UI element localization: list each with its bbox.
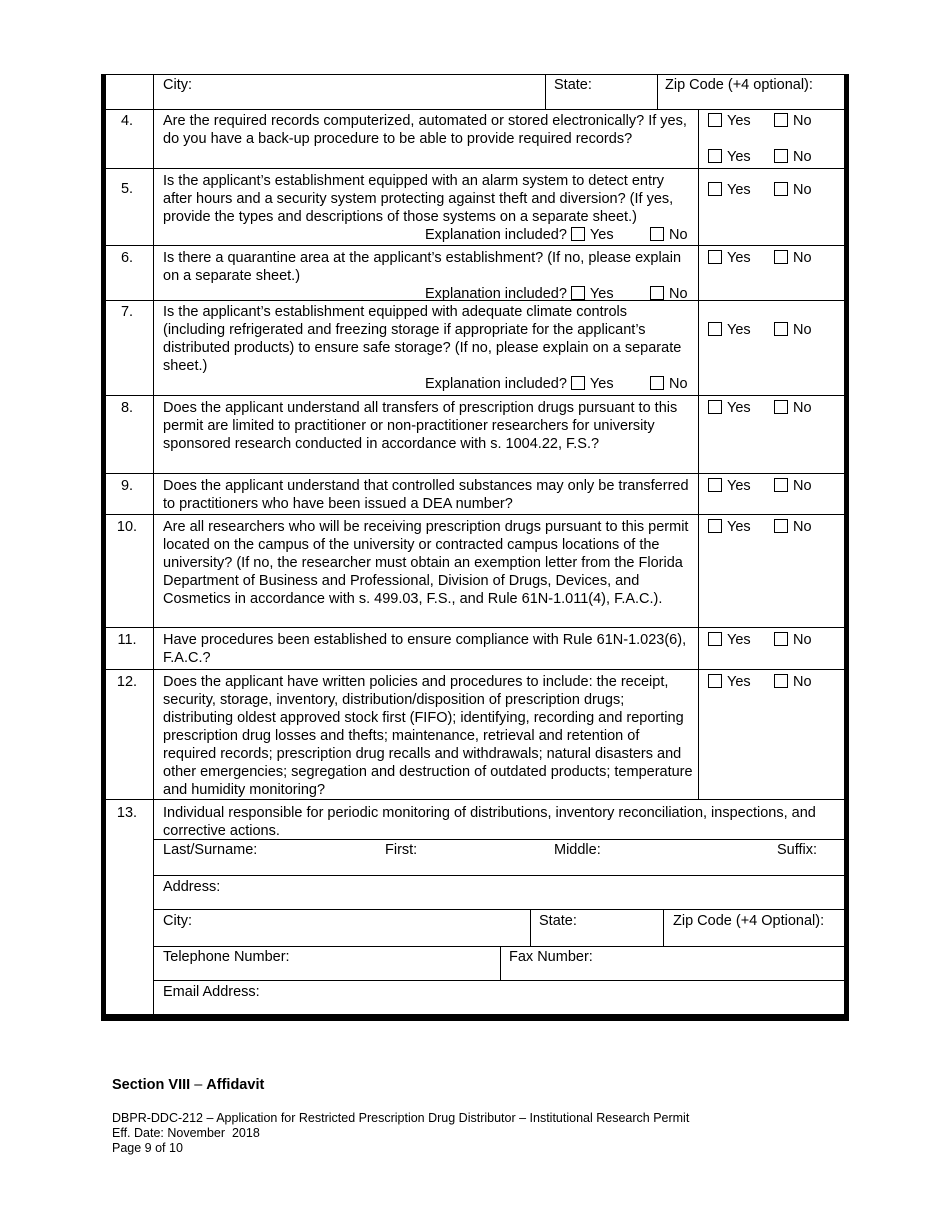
question-number: 4.: [120, 113, 134, 129]
city-label: City:: [163, 913, 192, 929]
explanation-included: Explanation included? Yes: [425, 286, 614, 302]
telephone-label: Telephone Number:: [163, 949, 290, 965]
row-line: [153, 946, 844, 947]
last-name-label: Last/Surname:: [163, 842, 258, 858]
suffix-label: Suffix:: [777, 842, 818, 858]
yes-option[interactable]: Yes: [708, 321, 751, 339]
question-number: 9.: [120, 478, 134, 494]
no-option[interactable]: No: [774, 477, 812, 495]
yes-option[interactable]: Yes: [708, 477, 751, 495]
column-line: [663, 909, 664, 946]
checkbox[interactable]: [774, 250, 788, 264]
checkbox[interactable]: [774, 519, 788, 533]
question-number: 13.: [116, 805, 138, 821]
question-text: Does the applicant understand all transfers of prescription drugs pursuant to this permit are limited to practitioner or non-practitioner researchers for university sponsored research conducted in accordance with s. 1004.22, F.S.?: [163, 400, 678, 452]
row-line: [106, 799, 844, 800]
row-line: [153, 839, 844, 840]
row-line: [153, 909, 844, 910]
no-option[interactable]: No: [774, 148, 812, 166]
question-text: Is the applicant’s establishment equipped with an alarm system to detect entry after hours and a security system protecting against theft and diversion? (If yes, provide the types and descriptions of those systems on a separate sheet.): [163, 173, 674, 225]
explanation-yes-checkbox[interactable]: [571, 286, 585, 300]
yes-option[interactable]: Yes: [708, 249, 751, 267]
zip-label: Zip Code (+4 optional):: [665, 77, 813, 93]
section-heading: Section VIII – Affidavit: [112, 1077, 265, 1093]
answer-column-line: [698, 109, 699, 799]
question-number: 7.: [120, 304, 134, 320]
explanation-yes-checkbox[interactable]: [571, 227, 585, 241]
row-line: [153, 980, 844, 981]
row-line: [106, 1014, 844, 1015]
footer-form-id: DBPR-DDC-212 – Application for Restricted Prescription Drug Distributor – Institutional Research Permit: [112, 1111, 690, 1125]
row-line: [106, 245, 844, 246]
yes-option[interactable]: Yes: [708, 673, 751, 691]
checkbox[interactable]: [650, 376, 664, 390]
question-number: 8.: [120, 400, 134, 416]
question-text: Are all researchers who will be receiving prescription drugs pursuant to this permit located on the campus of the university or contracted campus locations of the university? (If no, the researcher must obtain an exemption letter from the Florida Department of Business and Professional, Division of Drugs, Devices, and Cosmetics in accordance with s. 499.03, F.S., and Rule 61N-1.011(4), F.A.C.).: [163, 519, 689, 607]
no-option[interactable]: No: [774, 518, 812, 536]
fax-label: Fax Number:: [509, 949, 593, 965]
footer-page-number: Page 9 of 10: [112, 1141, 183, 1155]
row-line: [106, 627, 844, 628]
row-line: [106, 74, 844, 75]
column-line: [153, 74, 154, 1018]
first-name-label: First:: [385, 842, 418, 858]
question-number: 12.: [116, 674, 138, 690]
no-option[interactable]: No: [774, 673, 812, 691]
no-option[interactable]: No: [774, 321, 812, 339]
no-option[interactable]: No: [774, 631, 812, 649]
checkbox[interactable]: [708, 182, 722, 196]
yes-option[interactable]: Yes: [708, 518, 751, 536]
yes-option[interactable]: Yes: [708, 181, 751, 199]
checkbox[interactable]: [774, 149, 788, 163]
checkbox[interactable]: [774, 322, 788, 336]
column-line: [657, 74, 658, 109]
row-line: [106, 669, 844, 670]
state-label: State:: [554, 77, 592, 93]
yes-option[interactable]: Yes: [708, 399, 751, 417]
column-line: [530, 909, 531, 946]
checkbox[interactable]: [708, 149, 722, 163]
email-label: Email Address:: [163, 984, 260, 1000]
checkbox[interactable]: [708, 250, 722, 264]
row-line: [106, 395, 844, 396]
explanation-included: Explanation included? Yes: [425, 376, 614, 392]
column-line: [545, 74, 546, 109]
question-text: Does the applicant understand that controlled substances may only be transferred to practitioners who have been issued a DEA number?: [163, 478, 689, 512]
checkbox[interactable]: [708, 400, 722, 414]
no-option[interactable]: No: [774, 399, 812, 417]
zip-label: Zip Code (+4 Optional):: [673, 913, 825, 929]
question-text: Individual responsible for periodic monitoring of distributions, inventory reconciliation, inspections, and corrective actions.: [163, 805, 816, 839]
checkbox[interactable]: [774, 182, 788, 196]
no-option[interactable]: No: [774, 181, 812, 199]
row-line: [153, 875, 844, 876]
checkbox[interactable]: [774, 478, 788, 492]
checkbox[interactable]: [708, 322, 722, 336]
question-text: Is there a quarantine area at the applicant’s establishment? (If no, please explain on a separate sheet.): [163, 250, 682, 284]
checkbox[interactable]: [708, 113, 722, 127]
row-line: [106, 473, 844, 474]
checkbox[interactable]: [708, 632, 722, 646]
middle-name-label: Middle:: [554, 842, 601, 858]
question-text: Does the applicant have written policies and procedures to include: the receipt, security, storage, inventory, distribution/disposition of prescription drugs; distributing oldest approved stock first (FIFO); identifying, recording and reporting prescription drug losses and thefts; maintenance, retrieval and retention of required records; prescription drug recalls and withdrawals; natural disasters and other emergencies; segregation and destruction of outdated products; temperature and humidity monitoring?: [163, 674, 693, 798]
yes-option[interactable]: Yes: [708, 148, 751, 166]
checkbox[interactable]: [708, 478, 722, 492]
question-number: 6.: [120, 250, 134, 266]
yes-option[interactable]: Yes: [708, 112, 751, 130]
checkbox[interactable]: [774, 400, 788, 414]
question-number: 10.: [116, 519, 138, 535]
city-label: City:: [163, 77, 192, 93]
no-option[interactable]: No: [774, 249, 812, 267]
question-number: 11.: [117, 632, 137, 648]
checkbox[interactable]: [708, 519, 722, 533]
no-option[interactable]: No: [774, 112, 812, 130]
footer-eff-date: Eff. Date: November 2018: [112, 1126, 260, 1140]
column-line: [500, 946, 501, 980]
question-text: Are the required records computerized, automated or stored electronically? If yes, do you have a back-up procedure to be able to provide required records?: [163, 113, 687, 147]
explanation-included: Explanation included? Yes: [425, 227, 614, 243]
explanation-no-option[interactable]: No: [650, 375, 688, 393]
explanation-no-option[interactable]: No: [650, 285, 688, 303]
explanation-yes-checkbox[interactable]: [571, 376, 585, 390]
checkbox[interactable]: [650, 286, 664, 300]
yes-option[interactable]: Yes: [708, 631, 751, 649]
address-label: Address:: [163, 879, 221, 895]
explanation-no-option[interactable]: No: [650, 226, 688, 244]
question-text: Have procedures been established to ensure compliance with Rule 61N-1.023(6), F.A.C.?: [163, 632, 687, 666]
checkbox[interactable]: [774, 674, 788, 688]
state-label: State:: [539, 913, 577, 929]
row-line: [106, 168, 844, 169]
question-number: 5.: [120, 181, 134, 197]
checkbox[interactable]: [708, 674, 722, 688]
row-line: [106, 109, 844, 110]
checkbox[interactable]: [774, 632, 788, 646]
checkbox[interactable]: [774, 113, 788, 127]
question-text: Is the applicant’s establishment equipped with adequate climate controls (including refrigerated and freezing storage if appropriate for the applicant’s distributed products) to ensure safe storage? (If no, please explain on a separate sheet.): [163, 304, 682, 374]
checkbox[interactable]: [650, 227, 664, 241]
row-line: [106, 514, 844, 515]
